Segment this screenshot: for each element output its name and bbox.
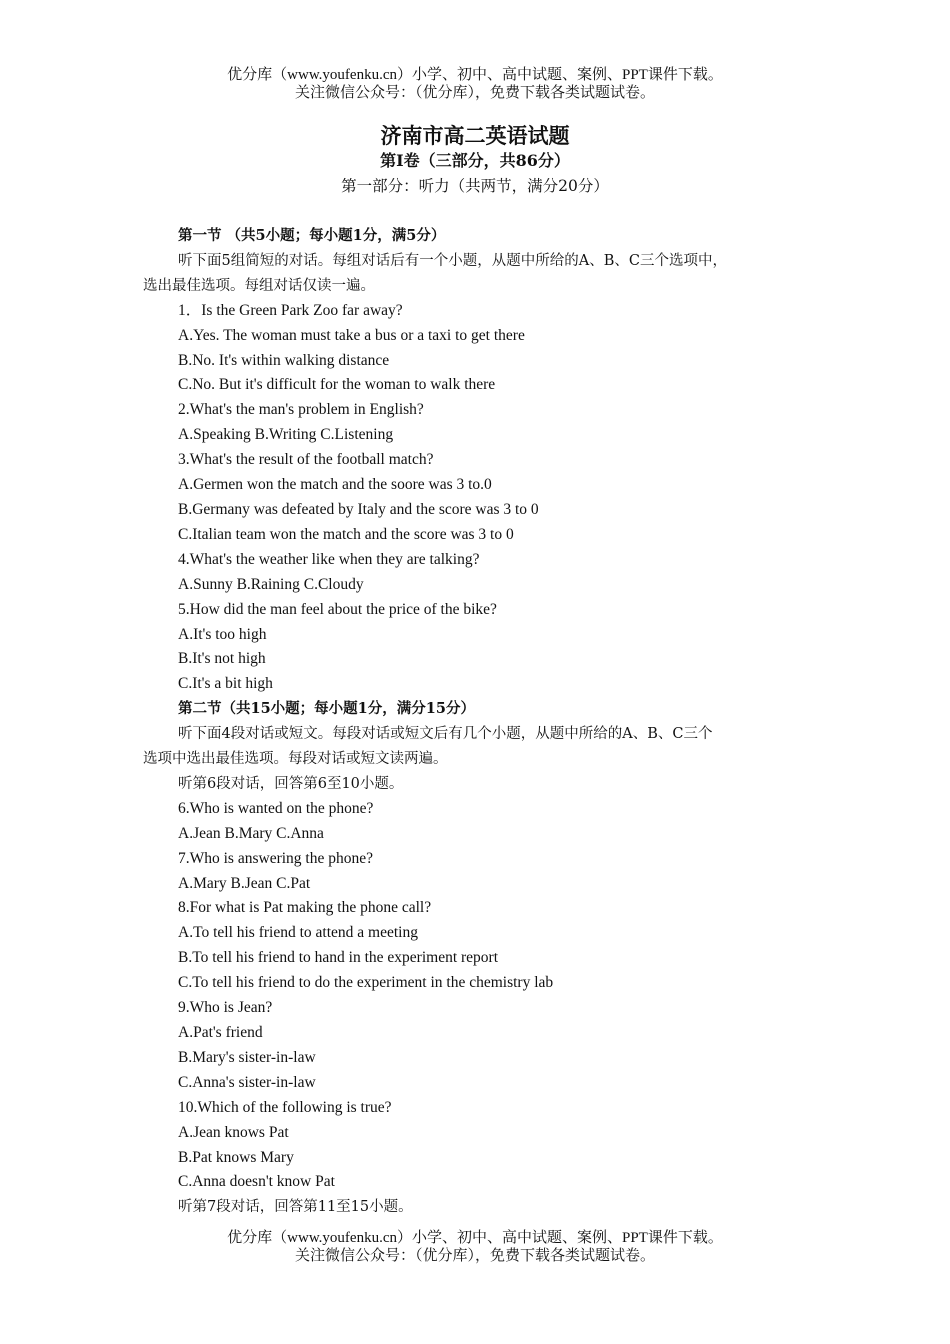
option-line: A.It's too high <box>178 625 267 643</box>
option-line: B.Pat knows Mary <box>178 1148 294 1166</box>
option-line: C.It's a bit high <box>178 675 273 693</box>
exam-title: 济南市高二英语试题 <box>380 123 570 148</box>
page-footer <box>0 1229 950 1265</box>
header-line-2: 关注微信公众号：（优分库），免费下载各类试题试卷。 <box>294 85 655 101</box>
section-two-instruction: 听下面4段对话或短文。每段对话或短文后有几个小题，从题中所给的A、B、C三个 <box>178 726 713 743</box>
question-line: 8.For what is Pat making the phone call? <box>178 899 432 917</box>
dialog-six-instruction: 听第6段对话，回答第6至10小题。 <box>178 775 404 792</box>
option-line: C.Italian team won the match and the score was 3 to 0 <box>178 525 514 543</box>
section-one-instruction: 听下面5组简短的对话。每组对话后有一个小题，从题中所给的A、B、C三个选项中， <box>178 252 727 269</box>
question-line: 6.Who is wanted on the phone? <box>178 799 374 817</box>
option-line: A.Yes. The woman must take a bus or a taxi to get there <box>178 326 525 344</box>
header-line-1: 优分库（www.youfenku.cn）小学、初中、高中试题、案例、PPT课件下载。 <box>227 67 723 83</box>
option-line: A.Germen won the match and the soore was 3 to.0 <box>178 476 492 494</box>
option-line: A.Mary B.Jean C.Pat <box>178 874 311 892</box>
option-line: A.Jean knows Pat <box>178 1123 289 1141</box>
question-line: 10.Which of the following is true? <box>178 1098 392 1116</box>
option-line: B.No. It's within walking distance <box>178 351 390 369</box>
exam-body <box>143 224 823 1220</box>
question-line: 5.How did the man feel about the price of the bike? <box>178 600 497 618</box>
section-one-instruction-cont: 选出最佳选项。每组对话仅读一遍。 <box>143 277 375 294</box>
option-line: B.Mary's sister-in-law <box>178 1048 316 1066</box>
option-line: B.Germany was defeated by Italy and the score was 3 to 0 <box>178 500 539 518</box>
option-line: A.Speaking B.Writing C.Listening <box>178 426 394 444</box>
option-line: A.Jean B.Mary C.Anna <box>178 824 324 842</box>
option-line: A.To tell his friend to attend a meeting <box>178 924 418 942</box>
question-line: 9.Who is Jean? <box>178 999 273 1017</box>
option-line: C.Anna's sister-in-law <box>178 1073 316 1091</box>
option-line: A.Pat's friend <box>178 1024 263 1041</box>
page-header <box>0 66 950 102</box>
part-one-heading: 第一部分：听力（共两节，满分20分） <box>341 177 609 195</box>
question-line: 1．Is the Green Park Zoo far away? <box>178 301 403 319</box>
option-line: C.To tell his friend to do the experiment in the chemistry lab <box>178 974 554 992</box>
dialog-seven-instruction: 听第7段对话，回答第11至15小题。 <box>178 1199 413 1216</box>
option-line: C.No. But it's difficult for the woman to walk there <box>178 376 496 394</box>
question-line: 7.Who is answering the phone? <box>178 849 373 867</box>
question-line: 2.What's the man's problem in English? <box>178 401 424 419</box>
section-two-heading: 第二节（共15小题；每小题1分，满分15分） <box>178 700 475 718</box>
option-line: B.It's not high <box>178 650 266 668</box>
exam-subtitle: 第Ⅰ卷（三部分，共86分） <box>380 151 570 170</box>
option-line: A.Sunny B.Raining C.Cloudy <box>178 575 364 593</box>
option-line: B.To tell his friend to hand in the experiment report <box>178 949 499 967</box>
question-line: 4.What's the weather like when they are talking? <box>178 550 480 568</box>
footer-line-2: 关注微信公众号：（优分库），免费下载各类试题试卷。 <box>294 1248 655 1264</box>
footer-line-1: 优分库（www.youfenku.cn）小学、初中、高中试题、案例、PPT课件下载。 <box>227 1230 723 1246</box>
section-two-instruction-cont: 选项中选出最佳选项。每段对话或短文读两遍。 <box>143 751 448 768</box>
option-line: C.Anna doesn't know Pat <box>178 1173 335 1191</box>
question-line: 3.What's the result of the football match? <box>178 451 434 469</box>
section-one-heading: 第一节 （共5小题；每小题1分，满5分） <box>178 227 446 244</box>
